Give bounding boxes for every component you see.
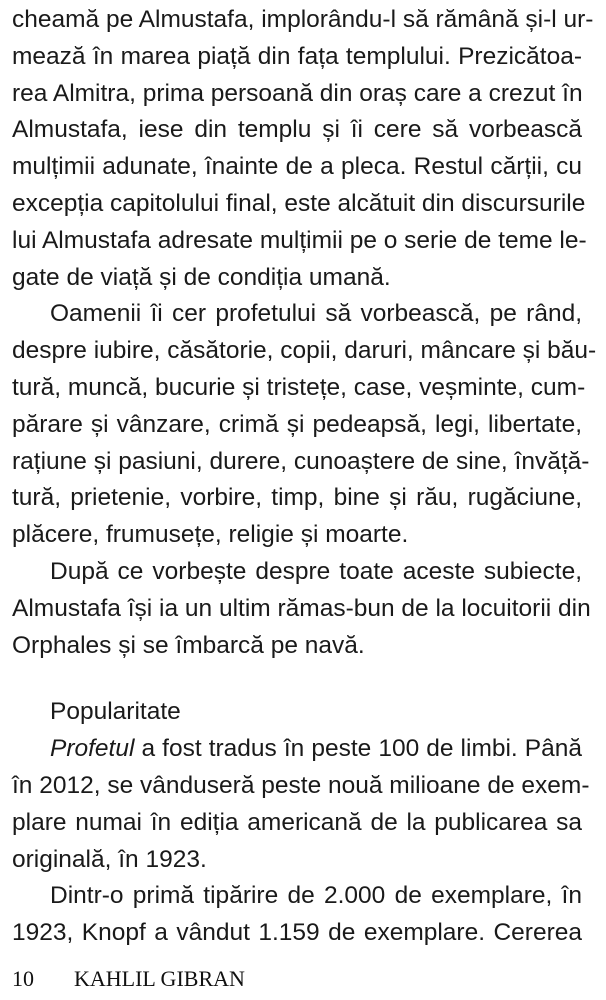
text-line: despre iubire, căsătorie, copii, daruri, mâncare și bău- (12, 337, 597, 365)
page-body (12, 2, 597, 952)
text-line: Dintr-o primă tipărire de 2.000 de exemplare, în (50, 882, 582, 910)
paragraph (12, 731, 590, 878)
page-footer (12, 966, 245, 992)
text-line: rațiune și pasiuni, durere, cunoaștere de sine, învăță- (12, 447, 590, 475)
section-heading: Popularitate (50, 698, 181, 726)
text-line: rea Almitra, prima persoană din oraș care a crezut în (12, 79, 583, 107)
text-line: mează în marea piață din fața templului. Prezicătoa- (12, 42, 582, 70)
text-line: mulțimii adunate, înainte de a pleca. Restul cărții, cu (12, 153, 582, 181)
text-line: tură, prietenie, vorbire, timp, bine și rău, rugăciune, (12, 484, 582, 512)
text-line: plare numai în ediția americană de la publicarea sa (12, 808, 582, 836)
text-line: excepția capitolului final, este alcătuit din discursurile (12, 189, 586, 217)
paragraph (12, 878, 582, 952)
page-number: 10 (12, 966, 34, 991)
text-line: Almustafa își ia un ultim rămas-bun de la locuitorii din (12, 594, 591, 622)
text-line: Orphales și se îmbarcă pe navă. (12, 631, 365, 659)
text-line: gate de viață și de condiția umană. (12, 263, 391, 291)
text-line: 1923, Knopf a vândut 1.159 de exemplare. Cererea (12, 919, 582, 947)
text-line: părare și vânzare, crimă și pedeapsă, legi, libertate, (12, 410, 582, 438)
paragraph (12, 2, 594, 296)
text-line: în 2012, se vânduseră peste nouă milioane de exem- (12, 771, 590, 799)
paragraph (12, 554, 591, 664)
book-title: Profetul (50, 735, 135, 763)
text-fragment: a fost tradus în peste 100 de limbi. Până (134, 735, 582, 763)
text-line: plăcere, frumusețe, religie și moarte. (12, 521, 409, 549)
text-line: tură, muncă, bucurie și tristețe, case, veșminte, cum- (12, 373, 586, 401)
text-line: Oamenii îi cer profetului să vorbească, pe rând, (50, 300, 582, 328)
running-head: KAHLIL GIBRAN (74, 966, 245, 991)
text-line: După ce vorbește despre toate aceste subiecte, (50, 557, 582, 585)
text-line: cheamă pe Almustafa, implorându-l să rămână și-l ur- (12, 6, 594, 33)
paragraph (12, 296, 597, 554)
text-line (12, 731, 582, 768)
text-line: Almustafa, iese din templu și îi cere să vorbească (12, 116, 582, 144)
text-line: originală, în 1923. (12, 845, 207, 873)
text-line: lui Almustafa adresate mulțimii pe o serie de teme le- (12, 226, 587, 254)
